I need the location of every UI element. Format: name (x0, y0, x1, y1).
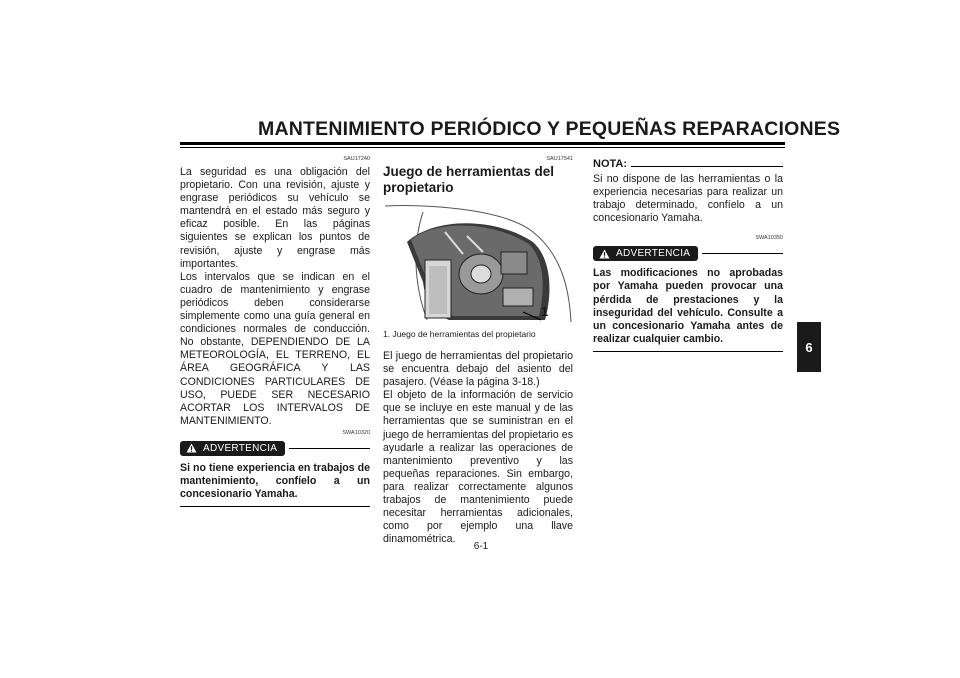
section-code: SAU17541 (546, 156, 573, 162)
warning-badge (180, 441, 285, 456)
right-column (593, 150, 783, 352)
intro-paragraph: La seguridad es una obligación del propietario. Con una revisión, ajuste y engrase periódicos su vehículo se mantendrá en el estado más seguro y eficaz posible. En las páginas siguientes se explican los puntos de revisión, ajuste y engrase más importantes. (180, 166, 370, 270)
note-rule (631, 166, 783, 167)
figure-caption: 1. Juego de herramientas del propietario (383, 329, 536, 339)
warning-triangle-icon (599, 249, 610, 259)
purpose-paragraph: El objeto de la información de servicio que se incluye en este manual y de las herramientas que se suministran en el juego de herramientas del propietario es ayudarle a realizar las operaciones de mantenimiento preventivo y las pequeñas reparaciones. Sin embargo, para realizar correctamente algunos trabajos de mantenimiento puede necesitar herramientas adicionales, como por ejemplo una llave dinamométrica. (383, 389, 573, 546)
intervals-paragraph: Los intervalos que se indican en el cuadro de mantenimiento y engrase periódicos deben considerarse simplemente como una guía general en condiciones normales de conducción. No obstante, DEPENDIENDO DE LA METEOROLOGÍA, EL TERRENO, EL ÁREA GEOGRÁFICA Y LAS CONDICIONES PARTICULARES DE USO, PUEDE SER NECESARIO ACORTAR LOS INTERVALOS DE MANTENIMIENTO. (180, 270, 370, 427)
chapter-tab: 6 (797, 322, 821, 372)
note-text: Si no dispone de las herramientas o la experiencia necesarias para realizar un trabajo determinado, confíelo a un concesionario Yamaha. (593, 173, 783, 225)
toolkit-illustration (383, 202, 573, 326)
warning-end-rule (593, 351, 783, 352)
warning-code: SWA10320 (342, 429, 370, 436)
note-header (593, 158, 783, 170)
figure-callout-number: 1 (541, 304, 549, 319)
warning-header (593, 246, 783, 261)
title-rule (180, 142, 785, 148)
section-code: SAU17240 (343, 156, 370, 162)
warning-rule (702, 253, 783, 254)
location-paragraph: El juego de herramientas del propietario se encuentra debajo del asiento del pasajero. (Véase la página 3-18.) (383, 350, 573, 389)
warning-text: Si no tiene experiencia en trabajos de mantenimiento, confíelo a un concesionario Yamaha. (180, 461, 370, 501)
page-title: MANTENIMIENTO PERIÓDICO Y PEQUEÑAS REPARACIONES (258, 118, 841, 140)
warning-triangle-icon (186, 443, 197, 453)
middle-column (383, 150, 573, 546)
section-heading: Juego de herramientas del propietario (383, 164, 555, 195)
warning-rule (289, 448, 370, 449)
warning-code: SWA10350 (755, 235, 783, 242)
warning-badge (593, 246, 698, 261)
warning-label: ADVERTENCIA (203, 442, 278, 454)
warning-text: Las modificaciones no aprobadas por Yamaha pueden provocar una pérdida de prestaciones y la inseguridad del vehículo. Consulte a un concesionario Yamaha antes de realizar cualquier cambio. (593, 267, 783, 345)
page-number: 6-1 (473, 541, 489, 552)
warning-label: ADVERTENCIA (616, 248, 691, 260)
warning-header (180, 441, 370, 456)
warning-end-rule (180, 506, 370, 507)
left-column (180, 150, 370, 507)
note-label: NOTA: (593, 158, 628, 170)
